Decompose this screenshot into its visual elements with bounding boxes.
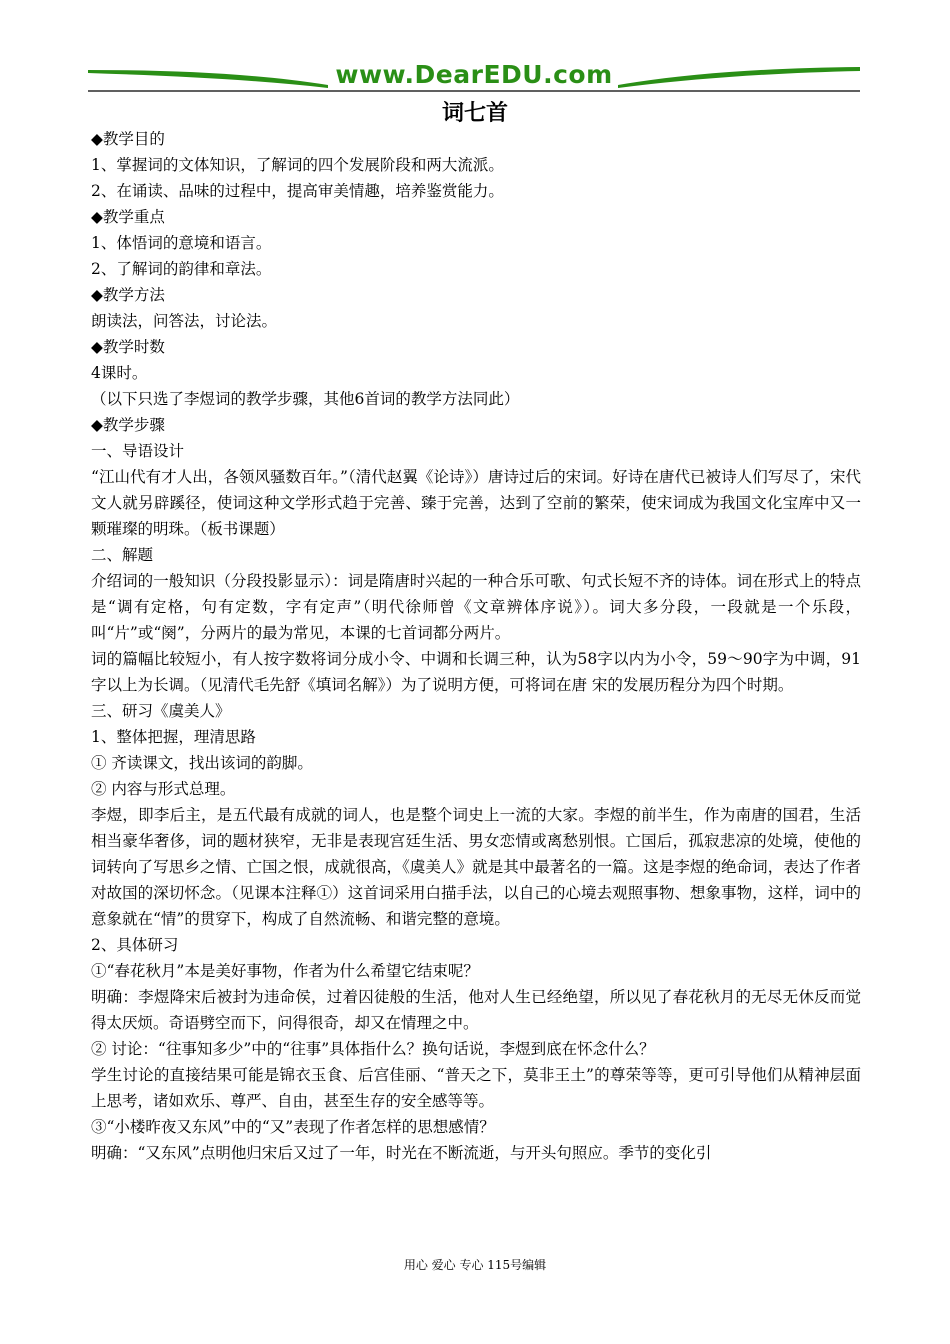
paragraph: 李煜，即李后主，是五代最有成就的词人，也是整个词史上一流的大家。李煜的前半生，作为南唐的国君，生活相当豪华奢侈，词的题材狭窄，无非是表现宫廷生活、男女恋情或离愁别恨。亡国后，孤寂悲凉的处境，使他的词转向了写思乡之情、亡国之恨，成就很高，《虞美人》就是其中最著名的一篇。这是李煜的绝命词，表达了作者对故国的深切怀念。（见课本注释①）这首词采用白描手法，以自己的心境去观照事物、想象事物，这样，词中的意象就在“情”的贯穿下，构成了自然流畅、和谐完整的意境。 <box>91 806 861 928</box>
paragraph: 2、在诵读、品味的过程中，提高审美情趣，培养鉴赏能力。 <box>91 182 504 200</box>
section-heading-objectives: ◆教学目的 <box>91 130 165 148</box>
page-title: 词七首 <box>441 100 508 126</box>
paragraph: 明确：李煜降宋后被封为违命侯，过着囚徒般的生活，他对人生已经绝望，所以见了春花秋月的无尽无休反而觉得太厌烦。奇语劈空而下，问得很奇，却又在情理之中。 <box>91 988 861 1032</box>
site-header-banner <box>88 58 860 94</box>
document-body <box>91 126 861 1166</box>
paragraph: 学生讨论的直接结果可能是锦衣玉食、后宫佳丽、“普天之下，莫非王土”的尊荣等等，更可引导他们从精神层面上思考，诸如欢乐、尊严、自由，甚至生存的安全感等等。 <box>91 1066 861 1110</box>
section-heading-key-points: ◆教学重点 <box>91 208 165 226</box>
section-heading-methods: ◆教学方法 <box>91 286 165 304</box>
paragraph: （以下只选了李煜词的教学步骤，其他6首词的教学方法同此） <box>91 390 520 408</box>
paragraph: 2、具体研习 <box>91 936 179 954</box>
paragraph: 词的篇幅比较短小，有人按字数将词分成小令、中调和长调三种，认为58字以内为小令，59～90字为中调，91字以上为长调。（见清代毛先舒《填词名解》）为了说明方便，可将词在唐 宋的发展历程分为四个时期。 <box>91 650 861 694</box>
paragraph: “江山代有才人出，各领风骚数百年。”（清代赵翼《论诗》）唐诗过后的宋词。好诗在唐代已被诗人们写尽了，宋代文人就另辟蹊径，使词这种文学形式趋于完善、臻于完善，达到了空前的繁荣，使宋词成为我国文化宝库中又一颗璀璨的明珠。（板书课题） <box>91 468 861 538</box>
page-footer: 用心 爱心 专心 115号编辑 <box>403 1258 547 1272</box>
paragraph: 朗读法，问答法，讨论法。 <box>91 312 278 330</box>
paragraph: ① 齐读课文，找出该词的韵脚。 <box>91 754 313 772</box>
paragraph: 一、导语设计 <box>91 442 185 460</box>
paragraph: ①“春花秋月”本是美好事物，作者为什么希望它结束呢？ <box>91 962 479 980</box>
paragraph: 三、研习《虞美人》 <box>91 702 231 720</box>
paragraph: ③“小楼昨夜又东风”中的“又”表现了作者怎样的思想感情？ <box>91 1118 495 1136</box>
paragraph: 4课时。 <box>91 364 148 382</box>
paragraph: 1、整体把握，理清思路 <box>91 728 256 746</box>
section-heading-steps: ◆教学步骤 <box>91 416 165 434</box>
paragraph: ② 内容与形式总理。 <box>91 780 236 798</box>
site-logo-text: www.DearEDU.com <box>335 60 613 89</box>
paragraph: 明确：“又东风”点明他归宋后又过了一年，时光在不断流逝，与开头句照应。季节的变化引 <box>91 1144 712 1162</box>
paragraph: 2、了解词的韵律和章法。 <box>91 260 272 278</box>
paragraph: ② 讨论：“往事知多少”中的“往事”具体指什么？换句话说，李煜到底在怀念什么？ <box>91 1040 655 1058</box>
paragraph: 1、掌握词的文体知识，了解词的四个发展阶段和两大流派。 <box>91 156 504 174</box>
paragraph: 介绍词的一般知识（分段投影显示）：词是隋唐时兴起的一种合乐可歌、句式长短不齐的诗体。词在形式上的特点是“调有定格，句有定数，字有定声”（明代徐师曾《文章辨体序说》）。词大多分段，一段就是一个乐段，叫“片”或“阕”，分两片的最为常见，本课的七首词都分两片。 <box>91 572 861 642</box>
section-heading-hours: ◆教学时数 <box>91 338 165 356</box>
paragraph: 二、解题 <box>91 546 154 564</box>
paragraph: 1、体悟词的意境和语言。 <box>91 234 272 252</box>
